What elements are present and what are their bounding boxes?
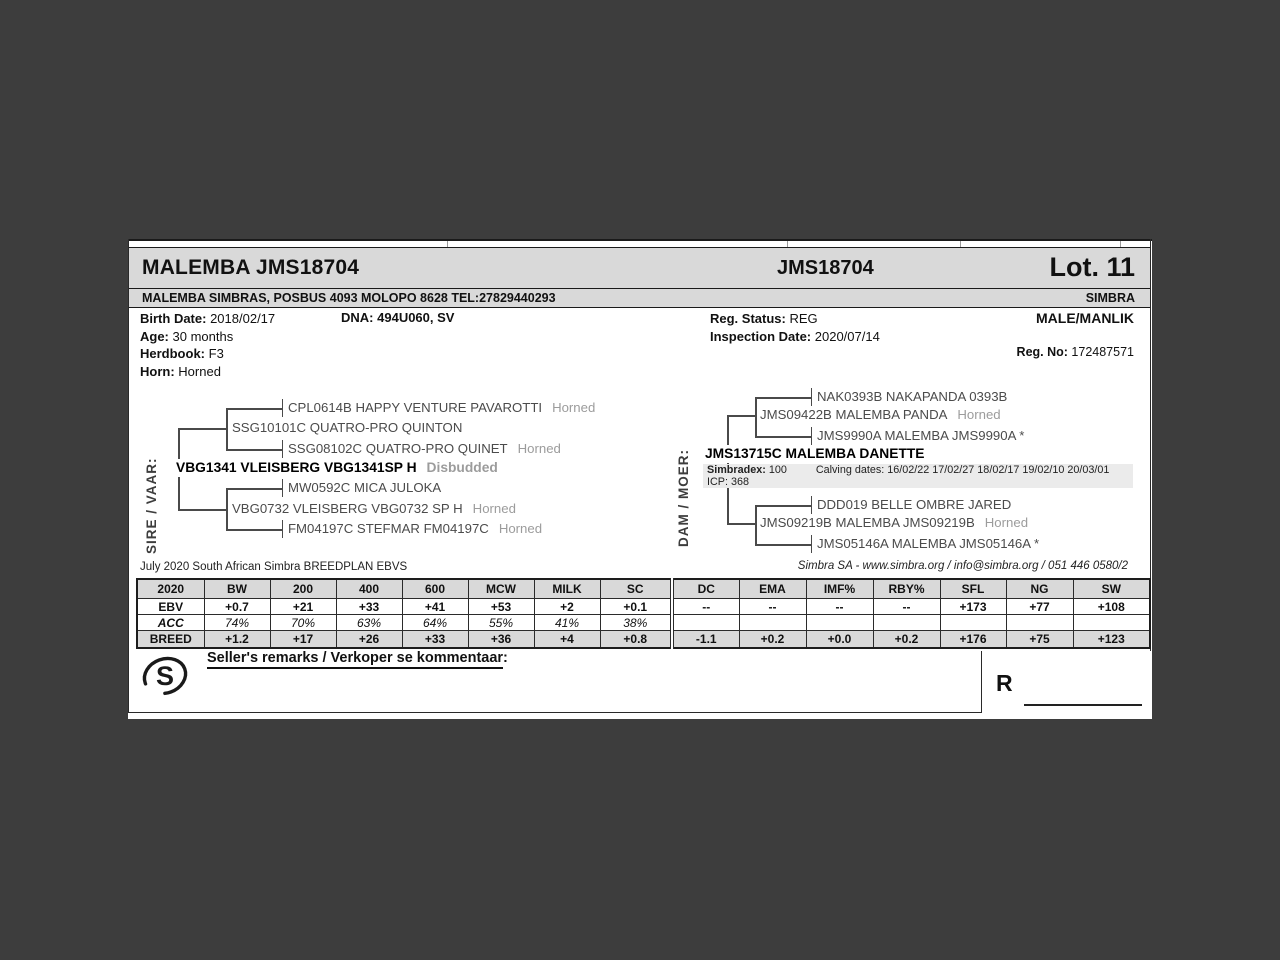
ebv-row-acc <box>137 615 1150 631</box>
ebv-cell: +108 <box>1073 599 1150 615</box>
animal-name: JMS13715C MALEMBA DANETTE <box>705 446 925 461</box>
animal-name: CPL0614B HAPPY VENTURE PAVAROTTI <box>288 400 543 415</box>
ebv-column-header: MCW <box>468 579 534 599</box>
horn-status-note: Horned <box>552 400 596 415</box>
ebv-cell: -- <box>873 599 940 615</box>
ebv-cell: +26 <box>336 631 402 649</box>
animal-name: MW0592C MICA JULOKA <box>288 480 442 495</box>
animal-name: JMS09219B MALEMBA JMS09219B <box>760 515 975 530</box>
ebv-cell: -- <box>806 599 873 615</box>
pedigree-ancestor <box>232 419 462 437</box>
animal-name: FM04197C STEFMAR FM04197C <box>288 521 489 536</box>
ebv-cell: 41% <box>534 615 600 631</box>
sire-section-label: SIRE / VAAR: <box>144 457 159 554</box>
reg-status-value: REG <box>789 311 818 326</box>
logo-letter: S <box>155 661 175 691</box>
animal-name: JMS9990A MALEMBA JMS9990A * <box>817 428 1025 443</box>
ebv-column-header: SW <box>1073 579 1150 599</box>
pedigree-tick <box>282 399 283 417</box>
animal-name: VBG1341 VLEISBERG VBG1341SP H <box>176 460 417 475</box>
pedigree-tick <box>282 520 283 538</box>
pedigree-line <box>226 408 228 449</box>
herdbook-label: Herdbook: <box>140 346 205 361</box>
ebv-column-header: BW <box>204 579 270 599</box>
pedigree-line <box>727 523 755 525</box>
pedigree-line <box>755 436 812 438</box>
ebv-cell: +0.0 <box>806 631 873 649</box>
pedigree-tick <box>811 496 812 514</box>
reg-status-line <box>710 311 818 327</box>
card-left-border <box>128 239 129 713</box>
pedigree-line <box>226 529 283 531</box>
dam-stats-line1 <box>703 465 1133 477</box>
ebv-cell: +33 <box>402 631 468 649</box>
ebv-column-header: SC <box>600 579 672 599</box>
ebv-column-header: 200 <box>270 579 336 599</box>
icp-label: ICP: <box>707 475 728 488</box>
horn-status-note: Horned <box>984 515 1029 530</box>
ebv-cell: +173 <box>940 599 1006 615</box>
seller-remarks-text: Seller's remarks / Verkoper se kommentaar <box>207 650 503 669</box>
ebv-row-label: ACC <box>137 615 204 631</box>
inspection-date-line <box>710 329 880 345</box>
reg-status-label: Reg. Status: <box>710 311 786 326</box>
title-bar <box>129 247 1150 289</box>
ebv-cell: +0.7 <box>204 599 270 615</box>
ebv-cell: -- <box>739 599 806 615</box>
ebv-column-header: 400 <box>336 579 402 599</box>
ebv-column-header: MILK <box>534 579 600 599</box>
pedigree-tick <box>811 388 812 406</box>
pedigree-line <box>226 408 283 410</box>
birth-date-line <box>140 311 275 327</box>
horn-label: Horn: <box>140 364 175 379</box>
simbradex-value: 100 <box>768 464 787 476</box>
ebv-cell: +176 <box>940 631 1006 649</box>
pedigree-ancestor <box>232 500 516 518</box>
ebv-cell: 70% <box>270 615 336 631</box>
herdbook-line <box>140 346 224 362</box>
sex-value: MALE/MANLIK <box>1036 310 1134 326</box>
birth-date-value: 2018/02/17 <box>210 311 276 326</box>
pedigree-line <box>755 505 812 507</box>
pedigree-ancestor <box>817 388 1007 406</box>
ebv-cell: +77 <box>1006 599 1073 615</box>
herdbook-value: F3 <box>208 346 224 361</box>
ebv-cell: +2 <box>534 599 600 615</box>
pedigree-ancestor <box>288 440 561 458</box>
ebv-cell: 55% <box>468 615 534 631</box>
breed-name: SIMBRA <box>1085 291 1135 305</box>
pedigree-parent-name <box>176 459 502 477</box>
lot-number: Lot. 11 <box>1049 252 1135 282</box>
age-value: 30 months <box>172 329 234 344</box>
address-bar <box>129 289 1150 308</box>
ebv-table <box>136 578 1151 649</box>
animal-name: JMS05146A MALEMBA JMS05146A * <box>817 536 1040 551</box>
remarks-bottom-border <box>128 712 982 713</box>
ebv-cell: 38% <box>600 615 672 631</box>
ebv-row-breed <box>137 631 1150 649</box>
horn-status-note: Horned <box>498 521 543 536</box>
ebv-cell: +1.2 <box>204 631 270 649</box>
icp-value: 368 <box>731 475 750 488</box>
price-currency: R <box>996 670 1013 696</box>
reg-no-line <box>1017 345 1134 361</box>
ebv-cell: +36 <box>468 631 534 649</box>
pedigree-ancestor <box>817 496 1011 514</box>
remarks-right-border <box>981 651 982 713</box>
dna-line <box>341 310 454 326</box>
ebv-cell: +75 <box>1006 631 1073 649</box>
ebv-cell: 74% <box>204 615 270 631</box>
animal-name: NAK0393B NAKAPANDA 0393B <box>817 389 1008 404</box>
pedigree-line <box>178 509 226 511</box>
ebv-column-header: NG <box>1006 579 1073 599</box>
ebv-column-header: EMA <box>739 579 806 599</box>
ebv-column-header: IMF% <box>806 579 873 599</box>
reg-no-label: Reg. No: <box>1016 345 1068 359</box>
ebv-cell <box>672 615 739 631</box>
ebv-cell <box>873 615 940 631</box>
animal-name: SSG08102C QUATRO-PRO QUINET <box>288 441 508 456</box>
ebv-column-header: SFL <box>940 579 1006 599</box>
inspection-date-label: Inspection Date: <box>710 329 812 344</box>
simbra-contact-caption: Simbra SA - www.simbra.org / info@simbra.org / 051 446 0580/2 <box>797 560 1128 572</box>
pedigree-line <box>226 488 283 490</box>
ebv-cell <box>739 615 806 631</box>
ebv-cell: -- <box>672 599 739 615</box>
page-title: MALEMBA JMS18704 <box>142 256 360 279</box>
ebv-cell: +4 <box>534 631 600 649</box>
pedigree-line <box>178 428 226 430</box>
ebv-cell: +17 <box>270 631 336 649</box>
dam-section-label: DAM / MOER: <box>676 449 691 547</box>
seller-remarks-heading <box>207 650 508 666</box>
animal-name: VBG0732 VLEISBERG VBG0732 SP H <box>232 501 463 516</box>
pedigree-ancestor <box>760 514 1028 532</box>
birth-date-label: Birth Date: <box>140 311 207 326</box>
card-top-border <box>128 239 1152 241</box>
dna-label: DNA: <box>341 310 374 325</box>
pedigree-ancestor <box>288 479 441 497</box>
dna-value: 494U060, SV <box>377 310 455 325</box>
ebv-column-header: 600 <box>402 579 468 599</box>
ebv-cell: +41 <box>402 599 468 615</box>
animal-name: SSG10101C QUATRO-PRO QUINTON <box>232 420 463 435</box>
pedigree-line <box>755 397 812 399</box>
animal-name: DDD019 BELLE OMBRE JARED <box>817 497 1012 512</box>
ebv-column-header: 2020 <box>137 579 204 599</box>
horn-status-note: Disbudded <box>426 460 498 475</box>
catalog-card <box>128 239 1152 719</box>
reg-no-value: 172487571 <box>1071 345 1134 359</box>
pedigree-parent-name <box>705 445 929 463</box>
dam-stats-bar <box>703 464 1133 488</box>
calving-label: Calving dates: <box>815 464 885 476</box>
ebv-cell: +53 <box>468 599 534 615</box>
pedigree-line <box>226 488 228 529</box>
dam-stats-line2 <box>703 477 1133 489</box>
seller-remarks-colon: : <box>503 650 508 666</box>
age-label: Age: <box>140 329 169 344</box>
age-line <box>140 329 233 345</box>
ebv-cell: +123 <box>1073 631 1150 649</box>
ebv-cell: +0.8 <box>600 631 672 649</box>
ebv-row-ebv <box>137 599 1150 615</box>
animal-name: JMS09422B MALEMBA PANDA <box>760 407 948 422</box>
simbradex-label: Simbradex: <box>707 464 766 476</box>
pedigree-line <box>755 505 757 544</box>
ebv-row-label: BREED <box>137 631 204 649</box>
pedigree-line <box>226 449 283 451</box>
ebv-cell <box>940 615 1006 631</box>
ebv-cell: +0.1 <box>600 599 672 615</box>
pedigree-tick <box>811 427 812 445</box>
ebv-cell <box>1073 615 1150 631</box>
pedigree-ancestor <box>288 399 595 417</box>
ebv-cell: +0.2 <box>873 631 940 649</box>
ebv-cell: +33 <box>336 599 402 615</box>
pedigree-line <box>755 544 812 546</box>
pedigree-tick <box>282 479 283 497</box>
price-blank-line <box>1024 704 1142 706</box>
ebv-header-row <box>137 579 1150 599</box>
breedplan-caption: July 2020 South African Simbra BREEDPLAN EBVS <box>140 561 408 573</box>
ebv-column-header: RBY% <box>873 579 940 599</box>
ebv-row-label: EBV <box>137 599 204 615</box>
ebv-cell <box>806 615 873 631</box>
ebv-cell: 63% <box>336 615 402 631</box>
pedigree-line <box>727 415 755 417</box>
inspection-date-value: 2020/07/14 <box>814 329 880 344</box>
horn-status-note: Horned <box>517 441 561 456</box>
pedigree-ancestor <box>817 427 1024 445</box>
ebv-cell <box>1006 615 1073 631</box>
ebv-cell: +21 <box>270 599 336 615</box>
horn-status-note: Horned <box>472 501 516 516</box>
pedigree-ancestor <box>288 520 542 538</box>
pedigree-tick <box>282 440 283 458</box>
seller-society-logo <box>138 652 192 700</box>
calving-dates: 16/02/22 17/02/27 18/02/17 19/02/10 20/03/01 <box>887 464 1110 476</box>
pedigree-line <box>755 397 757 436</box>
animal-id: JMS18704 <box>777 257 874 279</box>
owner-address: MALEMBA SIMBRAS, POSBUS 4093 MOLOPO 8628 TEL:27829440293 <box>142 291 556 305</box>
ebv-cell: 64% <box>402 615 468 631</box>
ebv-cell: +0.2 <box>739 631 806 649</box>
ebv-cell: -1.1 <box>672 631 739 649</box>
pedigree-ancestor <box>760 406 1001 424</box>
pedigree-ancestor <box>817 535 1039 553</box>
horn-line <box>140 364 221 380</box>
pedigree-tick <box>811 535 812 553</box>
ebv-column-header: DC <box>672 579 739 599</box>
horn-status-note: Horned <box>957 407 1001 422</box>
horn-value: Horned <box>178 364 221 379</box>
